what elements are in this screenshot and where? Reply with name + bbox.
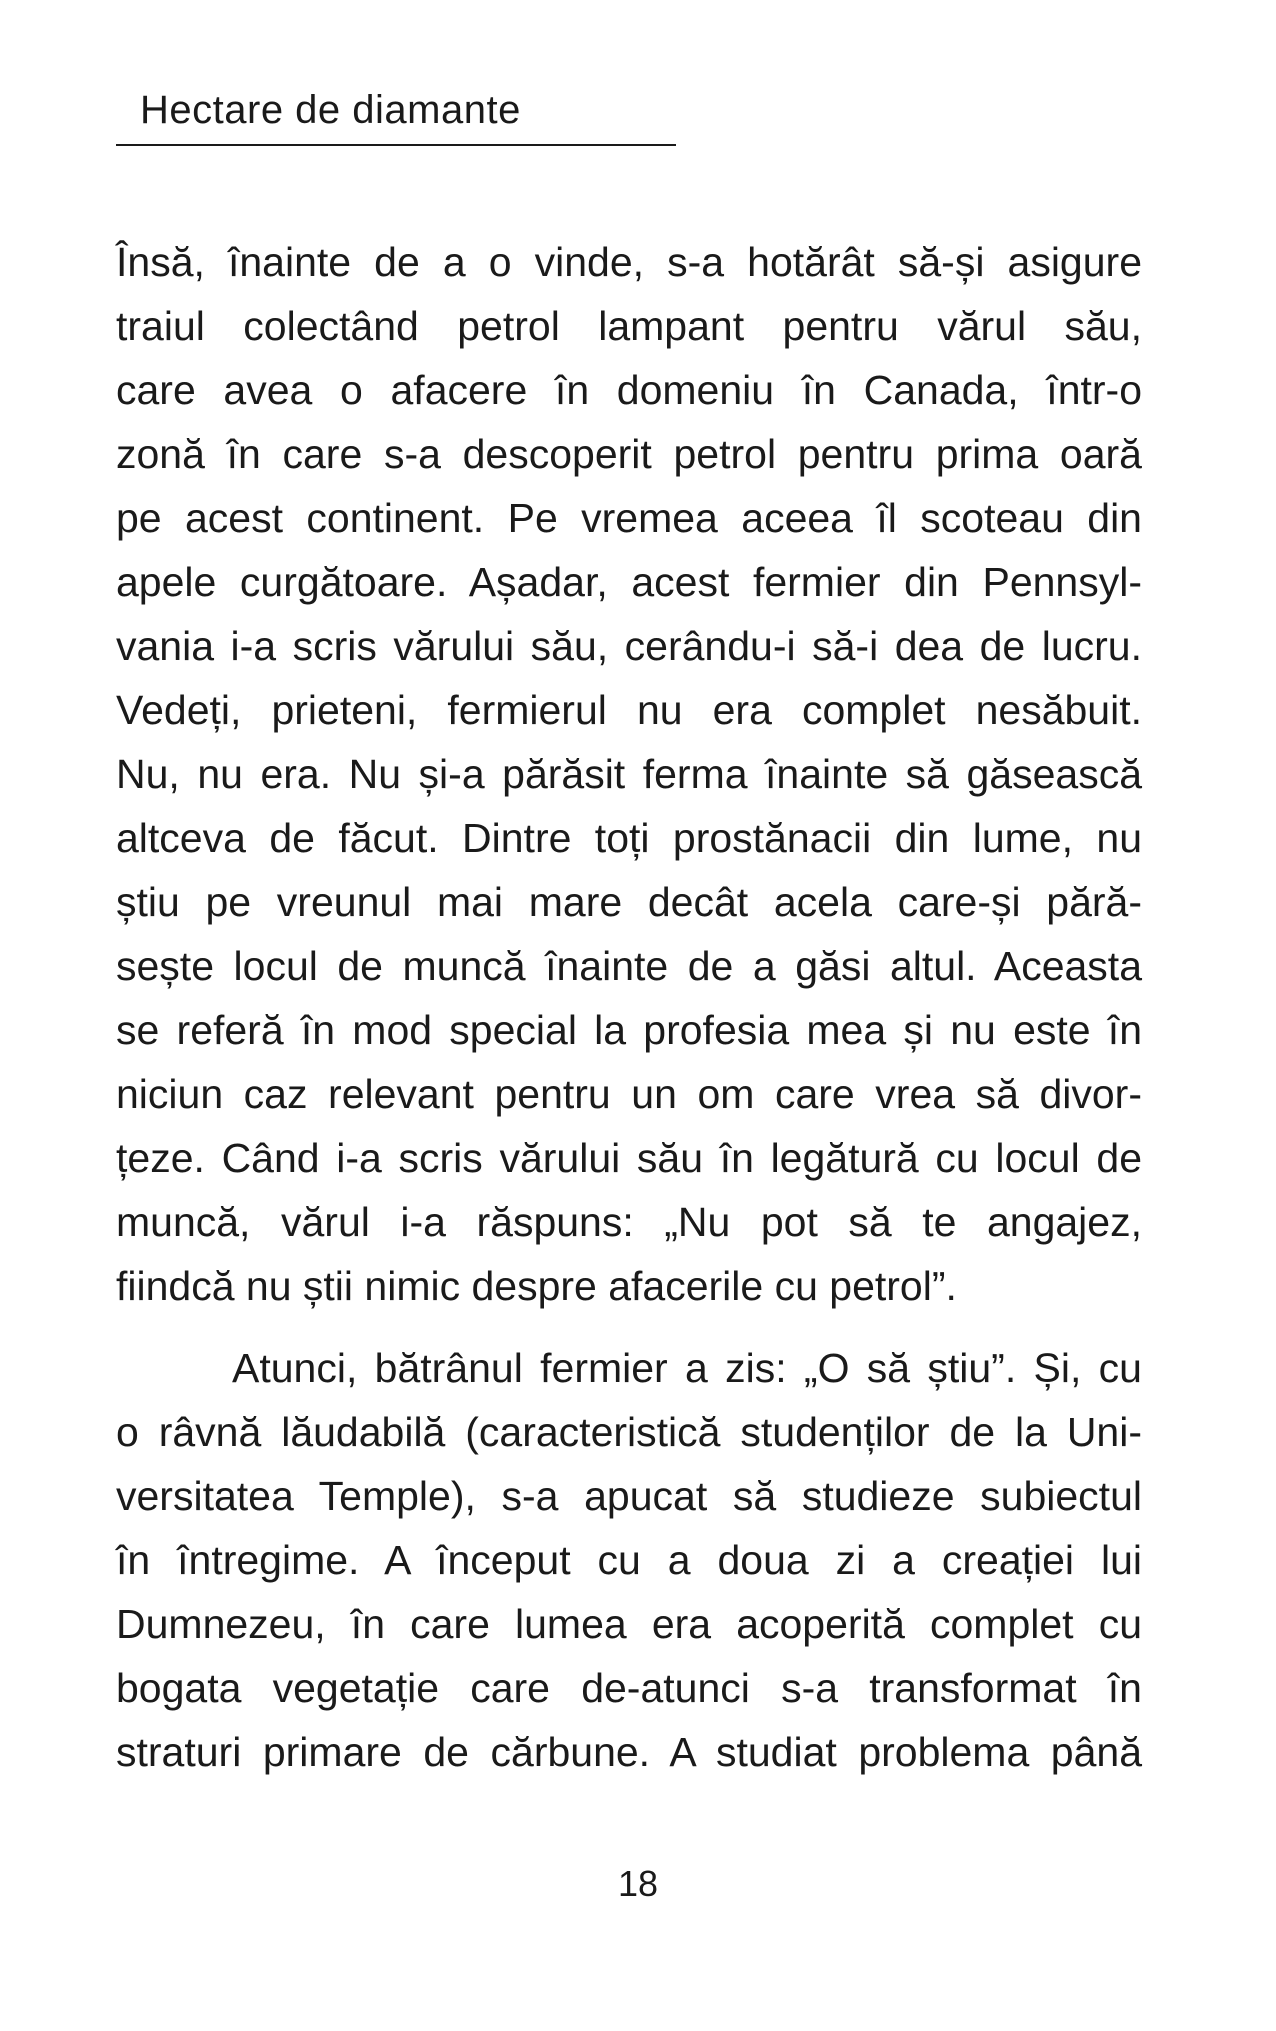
text-line: Vedeți, prieteni, fermierul nu era complet nesăbuit. bbox=[116, 687, 1142, 733]
text-line: o râvnă lăudabilă (caracteristică studenților de la Uni- bbox=[116, 1409, 1142, 1455]
text-line: Nu, nu era. Nu și-a părăsit ferma înainte să găsească bbox=[116, 751, 1142, 797]
paragraph-gap bbox=[116, 1318, 1142, 1336]
text-line: se referă în mod special la profesia mea și nu este în bbox=[116, 1007, 1142, 1053]
text-line: Însă, înainte de a o vinde, s-a hotărât să-și asigure bbox=[116, 239, 1142, 285]
paragraph-2 bbox=[116, 1336, 1142, 1784]
text-line: Atunci, bătrânul fermier a zis: „O să știu”. Și, cu bbox=[232, 1345, 1142, 1391]
text-line: știu pe vreunul mai mare decât acela care-și pără- bbox=[116, 879, 1142, 925]
body-text bbox=[116, 230, 1142, 1784]
text-line: versitatea Temple), s-a apucat să studieze subiectul bbox=[116, 1473, 1142, 1519]
text-line: fiindcă nu știi nimic despre afacerile cu petrol”. bbox=[116, 1263, 957, 1309]
text-line: vania i-a scris vărului său, cerându-i să-i dea de lucru. bbox=[116, 623, 1142, 669]
running-head-title: Hectare de diamante bbox=[140, 88, 521, 132]
header-rule bbox=[116, 144, 676, 146]
text-line: Dumnezeu, în care lumea era acoperită complet cu bbox=[116, 1601, 1142, 1647]
text-line: straturi primare de cărbune. A studiat problema până bbox=[116, 1729, 1142, 1775]
text-line: muncă, vărul i-a răspuns: „Nu pot să te angajez, bbox=[116, 1199, 1142, 1245]
text-line: pe acest continent. Pe vremea aceea îl scoteau din bbox=[116, 495, 1142, 541]
text-line: apele curgătoare. Așadar, acest fermier din Pennsyl- bbox=[116, 559, 1142, 605]
text-line: bogata vegetație care de-atunci s-a transformat în bbox=[116, 1665, 1142, 1711]
page-number: 18 bbox=[617, 1863, 659, 1904]
paragraph-1 bbox=[116, 230, 1142, 1318]
text-line: în întregime. A început cu a doua zi a creației lui bbox=[116, 1537, 1142, 1583]
text-line: traiul colectând petrol lampant pentru vărul său, bbox=[116, 303, 1142, 349]
text-line: sește locul de muncă înainte de a găsi altul. Aceasta bbox=[116, 943, 1142, 989]
text-line: zonă în care s-a descoperit petrol pentru prima oară bbox=[116, 431, 1142, 477]
text-line: altceva de făcut. Dintre toți prostănacii din lume, nu bbox=[116, 815, 1142, 861]
text-line: țeze. Când i-a scris vărului său în legătură cu locul de bbox=[116, 1135, 1142, 1181]
text-line: care avea o afacere în domeniu în Canada, într-o bbox=[116, 367, 1142, 413]
text-line: niciun caz relevant pentru un om care vrea să divor- bbox=[116, 1071, 1142, 1117]
